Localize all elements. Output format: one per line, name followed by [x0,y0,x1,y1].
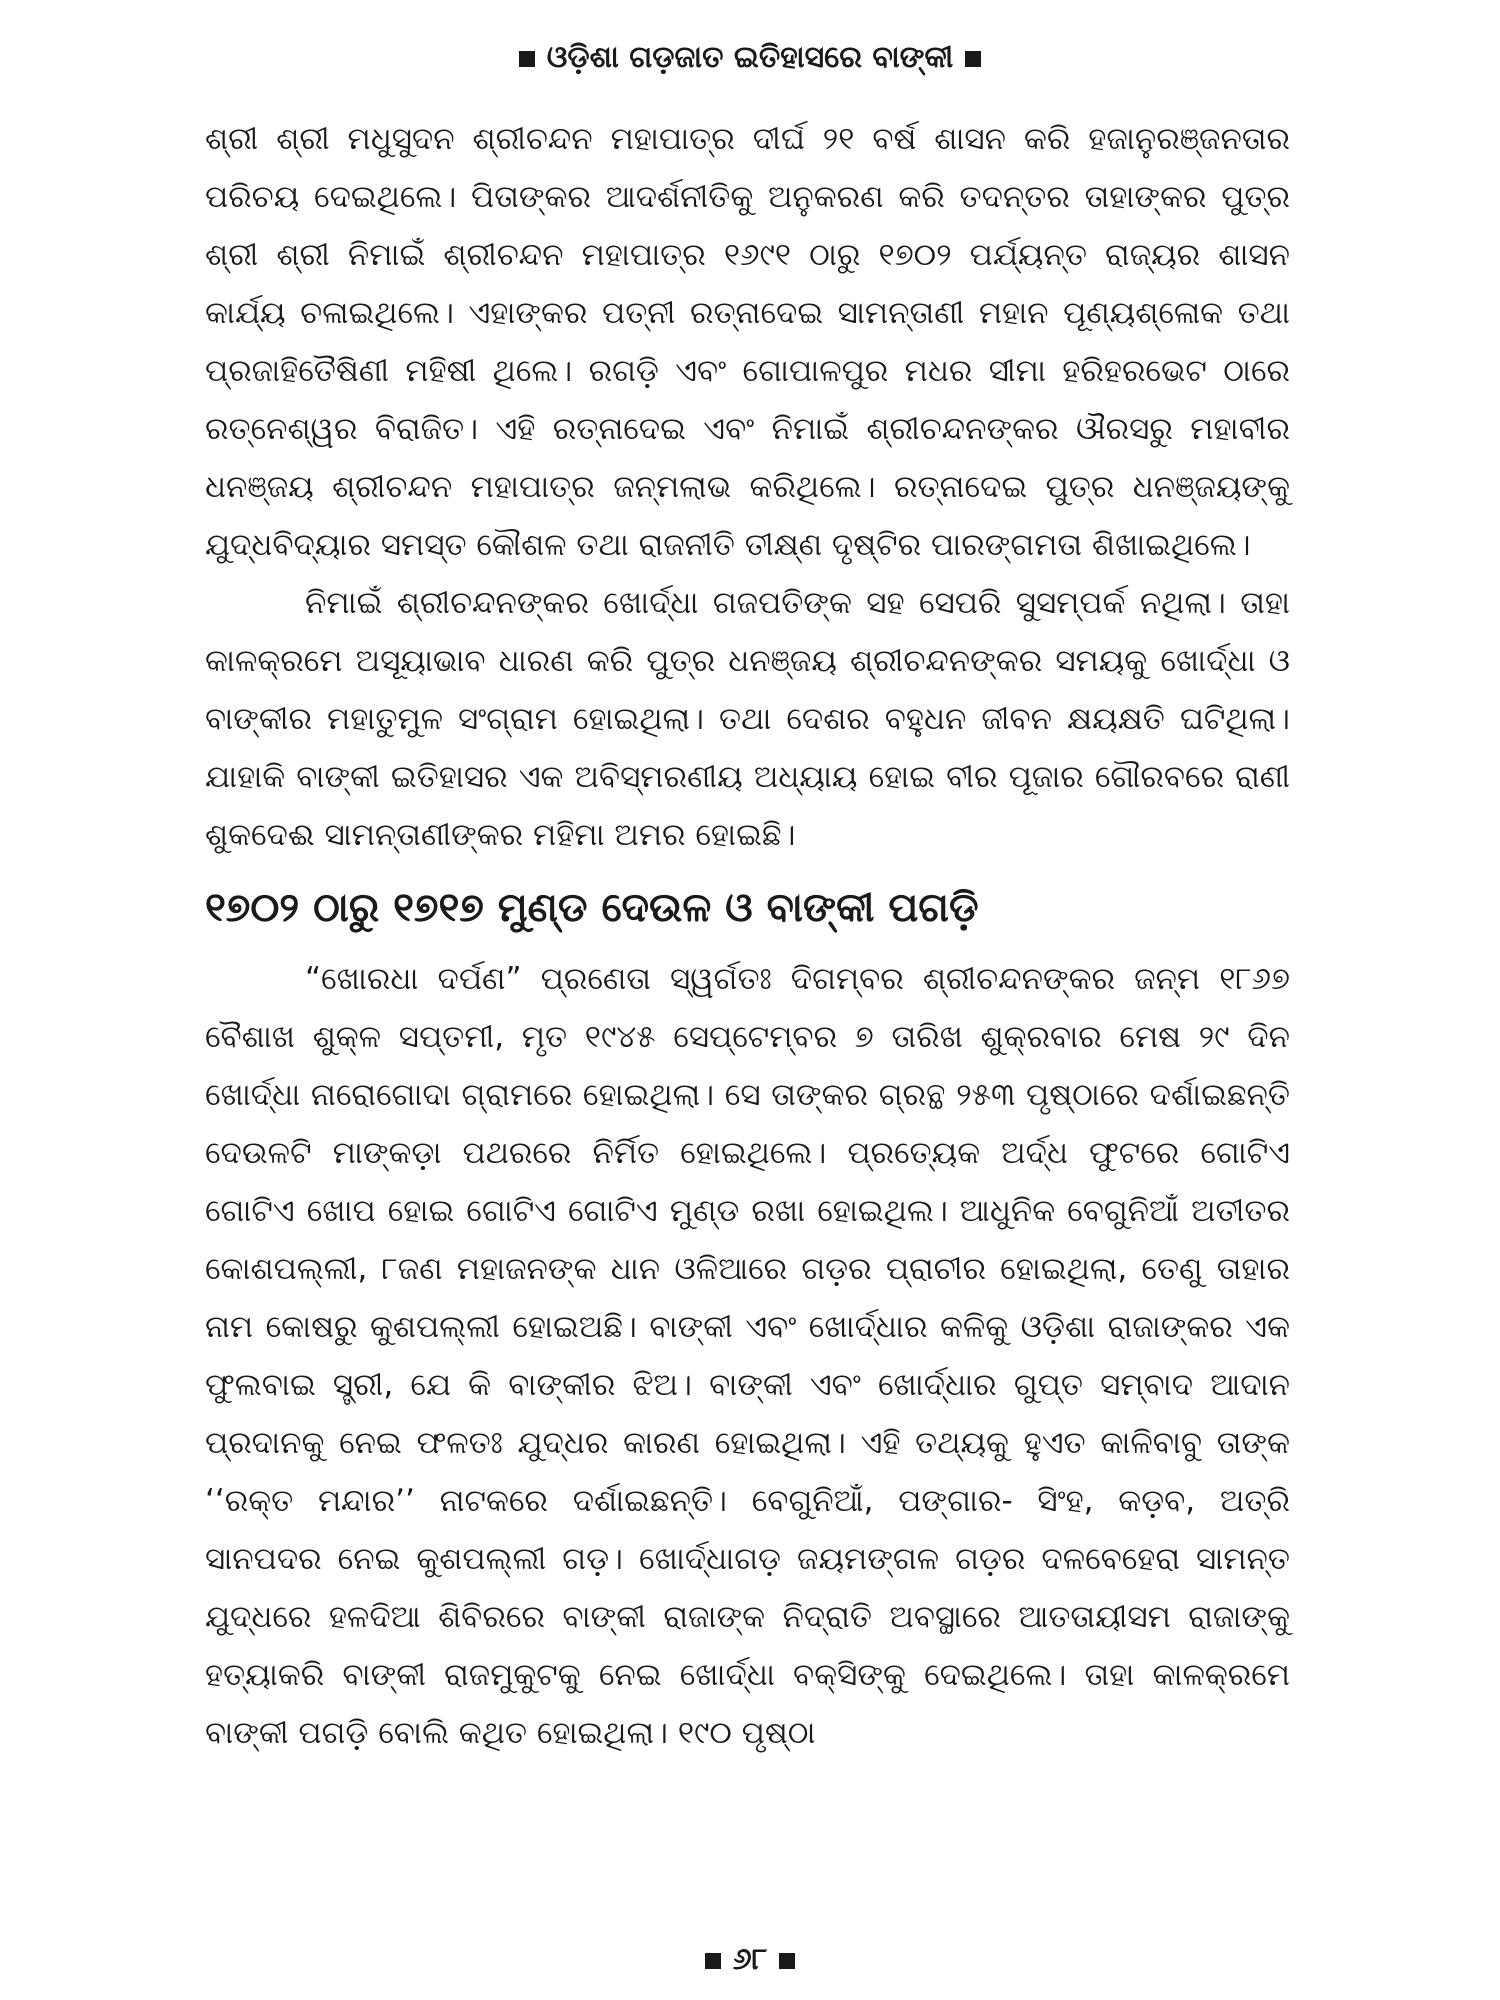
body-text [205,110,1290,1762]
square-bullet-icon [779,1953,795,1969]
square-bullet-icon [705,1953,721,1969]
paragraph-3: “ଖୋରଧା ଦର୍ପଣ” ପ୍ରଣେତା ସ୍ୱର୍ଗତଃ ଦିଗମ୍ବର ଶ୍ରୀଚନ୍ଦନଙ୍କର ଜନ୍ମ ୧୮୬୭ ବୈଶାଖ ଶୁକ୍ଳ ସପ୍ତମୀ, ମୃତ ୧୯୪୫ ସେପ୍ଟେମ୍ବର ୭ ତାରିଖ ଶୁକ୍ରବାର ମେଷ ୨୯ ଦିନ ଖୋର୍ଦ୍ଧା ନାରୋଗୋଦା ଗ୍ରାମରେ ହୋଇଥିଲା। ସେ ତାଙ୍କର ଗ୍ରନ୍ଥ ୨୫୩ ପୃଷ୍ଠାରେ ଦର୍ଶାଇଛନ୍ତି ଦେଉଳଟି ମାଙ୍କଡ଼ା ପଥରରେ ନିର୍ମିତ ହୋଇଥିଲେ। ପ୍ରତ୍ୟେକ ଅର୍ଦ୍ଧ ଫୁଟରେ ଗୋଟିଏ ଗୋଟିଏ ଖୋପ ହୋଇ ଗୋଟିଏ ଗୋଟିଏ ମୁଣ୍ଡ ରଖା ହୋଇଥିଲ। ଆଧୁନିକ ବେଗୁନିଆଁ ଅତୀତର କୋଶପଲ୍ଲୀ, ୮ଜଣ ମହାଜନଙ୍କ ଧାନ ଓଳିଆରେ ଗଡ଼ର ପ୍ରାଚୀର ହୋଇଥିଲା, ତେଣୁ ତାହାର ନାମ କୋଷରୁ କୁଶପଲ୍ଲୀ ହୋଇଅଛି। ବାଙ୍କୀ ଏବଂ ଖୋର୍ଦ୍ଧାର କଳିକୁ ଓଡ଼ିଶା ରାଜାଙ୍କର ଏକ ଫୁଲବାଇ ସ୍ତ୍ରୀ, ଯେ କି ବାଙ୍କୀର ଝିଅ। ବାଙ୍କୀ ଏବଂ ଖୋର୍ଦ୍ଧାର ଗୁପ୍ତ ସମ୍ବାଦ ଆଦାନ ପ୍ରଦାନକୁ ନେଇ ଫଳତଃ ଯୁଦ୍ଧର କାରଣ ହୋଇଥିଲା। ଏହି ତଥ୍ୟକୁ ହୁଏତ କାଳିବାବୁ ତାଙ୍କ ‘‘ରକ୍ତ ମନ୍ଦାର’’ ନାଟକରେ ଦର୍ଶାଇଛନ୍ତି। ବେଗୁନିଆଁ, ପଙ୍ଗାର- ସିଂହ, କଡ଼ବ, ଅତ୍ରି ସାନପଦର ନେଇ କୁଶପଲ୍ଲୀ ଗଡ଼। ଖୋର୍ଦ୍ଧାଗଡ଼ ଜୟମଙ୍ଗଳ ଗଡ଼ର ଦଳବେହେରା ସାମନ୍ତ ଯୁଦ୍ଧରେ ହଳଦିଆ ଶିବିରରେ ବାଙ୍କୀ ରାଜାଙ୍କ ନିଦ୍ରାତି ଅବସ୍ଥାରେ ଆତତାୟୀସମ ରାଜାଙ୍କୁ ହତ୍ୟାକରି ବାଙ୍କୀ ରାଜମୁକୁଟକୁ ନେଇ ଖୋର୍ଦ୍ଧା ବକ୍ସିଙ୍କୁ ଦେଇଥିଲେ। ତାହା କାଳକ୍ରମେ ବାଙ୍କୀ ପଗଡ଼ି ବୋଲି କଥିତ ହୋଇଥିଲା। ୧୯୦ ପୃଷ୍ଠା [205,961,1290,1751]
paragraph-2: ନିମାଇଁ ଶ୍ରୀଚନ୍ଦନଙ୍କର ଖୋର୍ଦ୍ଧା ଗଜପତିଙ୍କ ସହ ସେପରି ସୁସମ୍ପର୍କ ନଥିଲା। ତାହା କାଳକ୍ରମେ ଅସୂୟାଭାବ ଧାରଣ କରି ପୁତ୍ର ଧନଞ୍ଜୟ ଶ୍ରୀଚନ୍ଦନଙ୍କର ସମୟକୁ ଖୋର୍ଦ୍ଧା ଓ ବାଙ୍କୀର ମହାତୁମୁଳ ସଂଗ୍ରାମ ହୋଇଥିଲା। ତଥା ଦେଶର ବହୁଧନ ଜୀବନ କ୍ଷୟକ୍ଷତି ଘଟିଥିଲା। ଯାହାକି ବାଙ୍କୀ ଇତିହାସର ଏକ ଅବିସ୍ମରଣୀୟ ଅଧ୍ୟାୟ ହୋଇ ବୀର ପୂଜାର ଗୌରବରେ ରାଣୀ ଶୁକଦେଈ ସାମନ୍ତାଣୀଙ୍କର ମହିମା ଅମର ହୋଇଛି। [205,585,1290,853]
running-header [0,40,1500,75]
square-bullet-icon [519,51,535,67]
paragraph-1: ଶ୍ରୀ ଶ୍ରୀ ମଧୁସୁଦନ ଶ୍ରୀଚନ୍ଦନ ମହାପାତ୍ର ଦୀର୍ଘ ୨୧ ବର୍ଷ ଶାସନ କରି ହଜାନୁରଞ୍ଜନତାର ପରିଚୟ ଦେଇଥିଲେ। ପିତାଙ୍କର ଆଦର୍ଶନୀତିକୁ ଅନୁକରଣ କରି ତଦନ୍ତର ତାହାଙ୍କର ପୁତ୍ର ଶ୍ରୀ ଶ୍ରୀ ନିମାଇଁ ଶ୍ରୀଚନ୍ଦନ ମହାପାତ୍ର ୧୬୯୧ ଠାରୁ ୧୭୦୨ ପର୍ଯ୍ୟନ୍ତ ରାଜ୍ୟର ଶାସନ କାର୍ଯ୍ୟ ଚଳାଇଥିଲେ। ଏହାଙ୍କର ପତ୍ନୀ ରତ୍ନାଦେଇ ସାମନ୍ତାଣୀ ମହାନ ପୂଣ୍ୟଶ୍ଳୋକ ତଥା ପ୍ରଜାହିତୈଷିଣୀ ମହିଷୀ ଥିଲେ। ରଗଡ଼ି ଏବଂ ଗୋପାଳପୁର ମଧର ସୀମା ହରିହରଭେଟ ଠାରେ ରତ୍ନେଶ୍ୱର ବିରାଜିତ। ଏହି ରତ୍ନାଦେଇ ଏବଂ ନିମାଇଁ ଶ୍ରୀଚନ୍ଦନଙ୍କର ଔରସରୁ ମହାବୀର ଧନଞ୍ଜୟ ଶ୍ରୀଚନ୍ଦନ ମହାପାତ୍ର ଜନ୍ମଲାଭ କରିଥିଲେ। ରତ୍ନାଦେଇ ପୁତ୍ର ଧନଞ୍ଜୟଙ୍କୁ ଯୁଦ୍ଧବିଦ୍ୟାର ସମସ୍ତ କୌଶଳ ତଥା ରାଜନୀତି ତୀକ୍ଷ୍ଣ ଦୃଷ୍ଟିର ପାରଙ୍ଗମତା ଶିଖାଇଥିଲେ। [205,121,1290,563]
page-footer [0,1942,1500,1977]
square-bullet-icon [965,51,981,67]
page-number: ୬୮ [732,1942,768,1977]
section-heading: ୧୭୦୨ ଠାରୁ ୧୭୧୭ ମୁଣ୍ଡ ଦେଉଳ ଓ ବାଙ୍କୀ ପଗଡ଼ି [205,885,979,931]
header-title: ଓଡ଼ିଶା ଗଡ଼ଜାତ ଇତିହାସରେ ବାଙ୍କୀ [546,40,954,75]
